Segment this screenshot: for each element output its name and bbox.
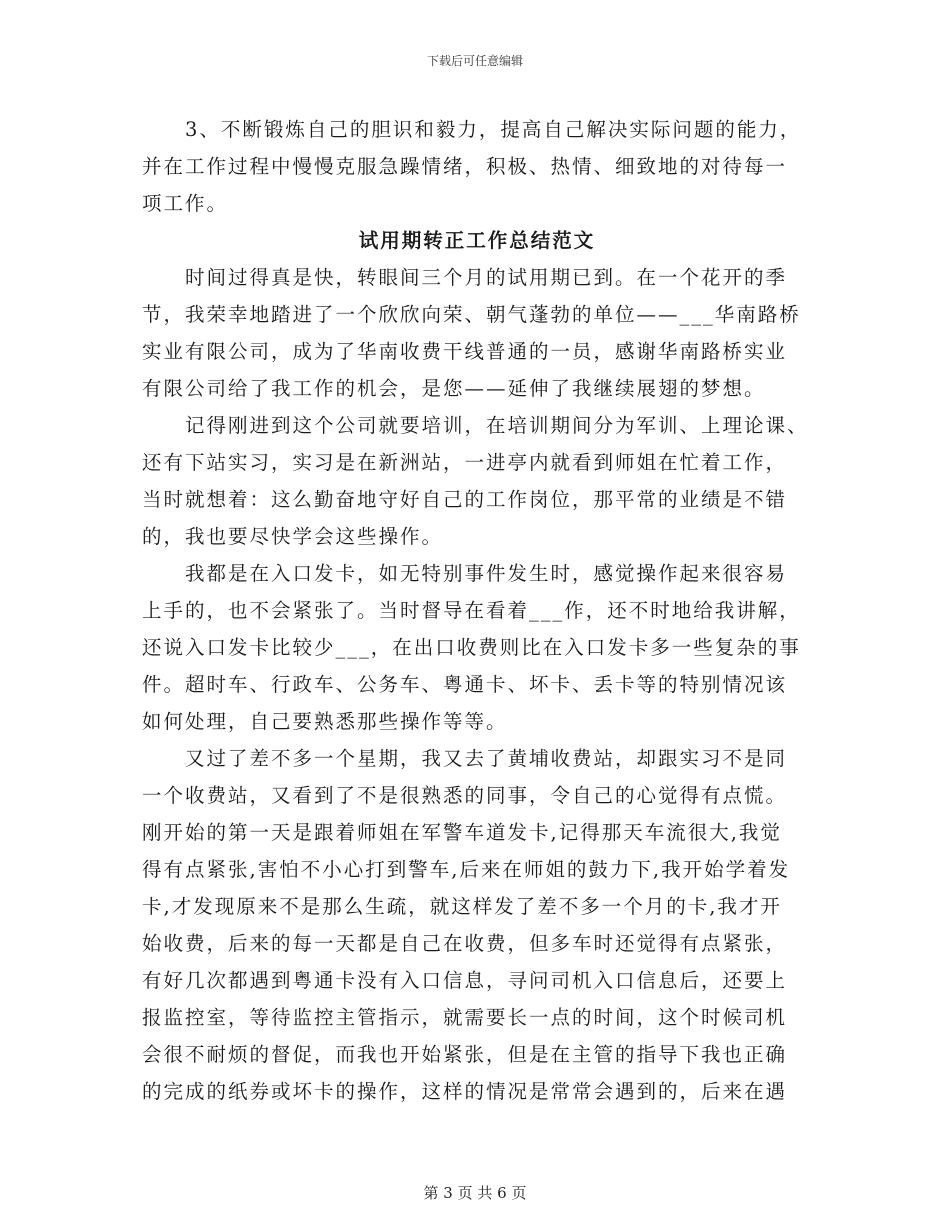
text-line: 上手的，也不会紧张了。当时督导在看着___作，还不时地给我讲解， (142, 599, 801, 622)
paragraph-1 (142, 111, 812, 222)
text-line: 时间过得真是快，转眼间三个月的试用期已到。在一个花开的季 (185, 266, 788, 289)
text-line: 的完成的纸券或坏卡的操作，这样的情况是常常会遇到的，后来在遇 (142, 1080, 788, 1103)
text-line: 还有下站实习，实习是在新洲站，一进亭内就看到师姐在忙着工作， (142, 451, 788, 474)
text-line: 的，我也要尽快学会这些操作。 (142, 525, 444, 548)
text-line: 得有点紧张,害怕不小心打到警车,后来在师姐的鼓力下,我开始学着发 (142, 858, 791, 881)
paragraph-5 (142, 740, 812, 1110)
paragraph-4 (142, 555, 812, 740)
text-line: 始收费，后来的每一天都是自己在收费，但多车时还觉得有点紧张， (142, 932, 788, 955)
text-line: 还说入口发卡比较少___，在出口收费则比在入口发卡多一些复杂的事 (142, 636, 801, 659)
text-line: 并在工作过程中慢慢克服急躁情绪，积极、热情、细致地的对待每一 (142, 155, 788, 178)
section-title: 试用期转正工作总结范文 (358, 229, 596, 252)
text-line: 刚开始的第一天是跟着师姐在军警车道发卡,记得那天车流很大,我觉 (142, 821, 782, 844)
document-body (142, 111, 812, 1110)
text-line: 又过了差不多一个星期，我又去了黄埔收费站，却跟实习不是同 (185, 747, 788, 770)
text-line: 报监控室，等待监控主管指示，就需要长一点的时间，这个时候司机 (142, 1006, 788, 1029)
page-footer: 第 3 页 共 6 页 (423, 1184, 527, 1202)
text-line: 如何处理，自己要熟悉那些操作等等。 (142, 710, 508, 733)
paragraph-3 (142, 407, 812, 555)
text-line: 项工作。 (142, 192, 229, 215)
text-line: 会很不耐烦的督促，而我也开始紧张，但是在主管的指导下我也正确 (142, 1043, 788, 1066)
text-line: 一个收费站，又看到了不是很熟悉的同事，令自己的心觉得有点慌。 (142, 784, 788, 807)
text-line: 记得刚进到这个公司就要培训，在培训期间分为军训、上理论课、 (185, 414, 809, 437)
text-line: 节，我荣幸地踏进了一个欣欣向荣、朝气蓬勃的单位——___华南路桥 (142, 303, 801, 326)
text-line: 件。超时车、行政车、公务车、粤通卡、坏卡、丢卡等的特别情况该 (142, 673, 788, 696)
text-line: 当时就想着：这么勤奋地守好自己的工作岗位，那平常的业绩是不错 (142, 488, 788, 511)
paragraph-2 (142, 259, 812, 407)
text-line: 3、不断锻炼自己的胆识和毅力，提高自己解决实际问题的能力， (185, 118, 802, 141)
text-line: 我都是在入口发卡，如无特别事件发生时，感觉操作起来很容易 (185, 562, 788, 585)
text-line: 有限公司给了我工作的机会，是您——延伸了我继续展翅的梦想。 (142, 377, 766, 400)
text-line: 实业有限公司，成为了华南收费干线普通的一员，感谢华南路桥实业 (142, 340, 788, 363)
text-line: 有好几次都遇到粤通卡没有入口信息，寻问司机入口信息后，还要上 (142, 969, 788, 992)
text-line: 卡,才发现原来不是那么生疏，就这样发了差不多一个月的卡,我才开 (142, 895, 782, 918)
page-header: 下载后可任意编辑 (426, 54, 523, 68)
